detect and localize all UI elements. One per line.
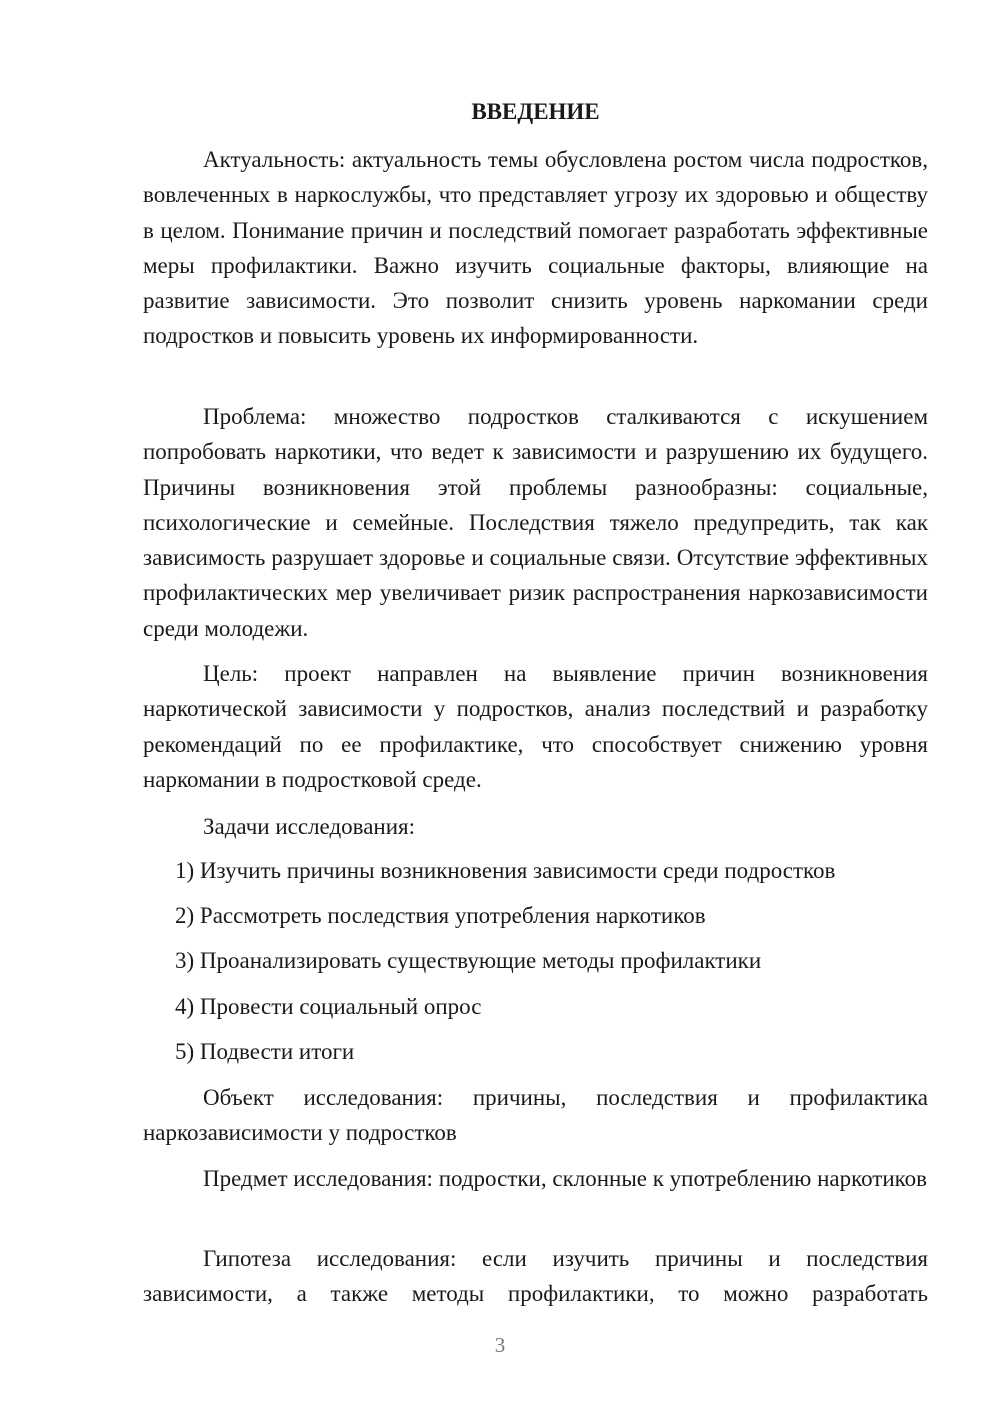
task-item: 1) Изучить причины возникновения зависимости среди подростков [175,858,836,883]
paragraph-hypothesis: Гипотеза исследования: если изучить причины и последствия зависимости, а также методы профилактики, то можно разработать [143,1246,928,1307]
page-number: 3 [494,1333,506,1357]
paragraph-object: Объект исследования: причины, последствия и профилактика наркозависимости у подростков [143,1085,928,1146]
task-item: 4) Провести социальный опрос [175,994,482,1019]
task-item: 5) Подвести итоги [175,1039,355,1064]
tasks-heading: Задачи исследования: [203,814,416,839]
paragraph-problem: Проблема: множество подростков сталкиваются с искушением попробовать наркотики, что ведет к зависимости и разрушению их будущего. Причины возникновения этой проблемы разнообразны: социальные, психологические и семейные. Последствия тяжело предупредить, так как зависимость разрушает здоровье и социальные связи. Отсутствие эффективных профилактических мер увеличивает ризик распространения наркозависимости среди молодежи. [143,404,928,641]
paragraph-relevance: Актуальность: актуальность темы обусловлена ростом числа подростков, вовлеченных в наркослужбы, что представляет угрозу их здоровью и обществу в целом. Понимание причин и последствий помогает разработать эффективные меры профилактики. Важно изучить социальные факторы, влияющие на развитие зависимости. Это позволит снизить уровень наркомании среди подростков и повысить уровень их информированности. [143,147,928,349]
paragraph-goal: Цель: проект направлен на выявление причин возникновения наркотической зависимости у подростков, анализ последствий и разработку рекомендаций по ее профилактике, что способствует снижению уровня наркомании в подростковой среде. [143,661,928,792]
task-item: 3) Проанализировать существующие методы профилактики [175,948,762,973]
task-item: 2) Рассмотреть последствия употребления наркотиков [175,903,706,928]
section-title: ВВЕДЕНИЕ [471,99,600,124]
paragraph-subject: Предмет исследования: подростки, склонные к употреблению наркотиков [203,1166,928,1191]
